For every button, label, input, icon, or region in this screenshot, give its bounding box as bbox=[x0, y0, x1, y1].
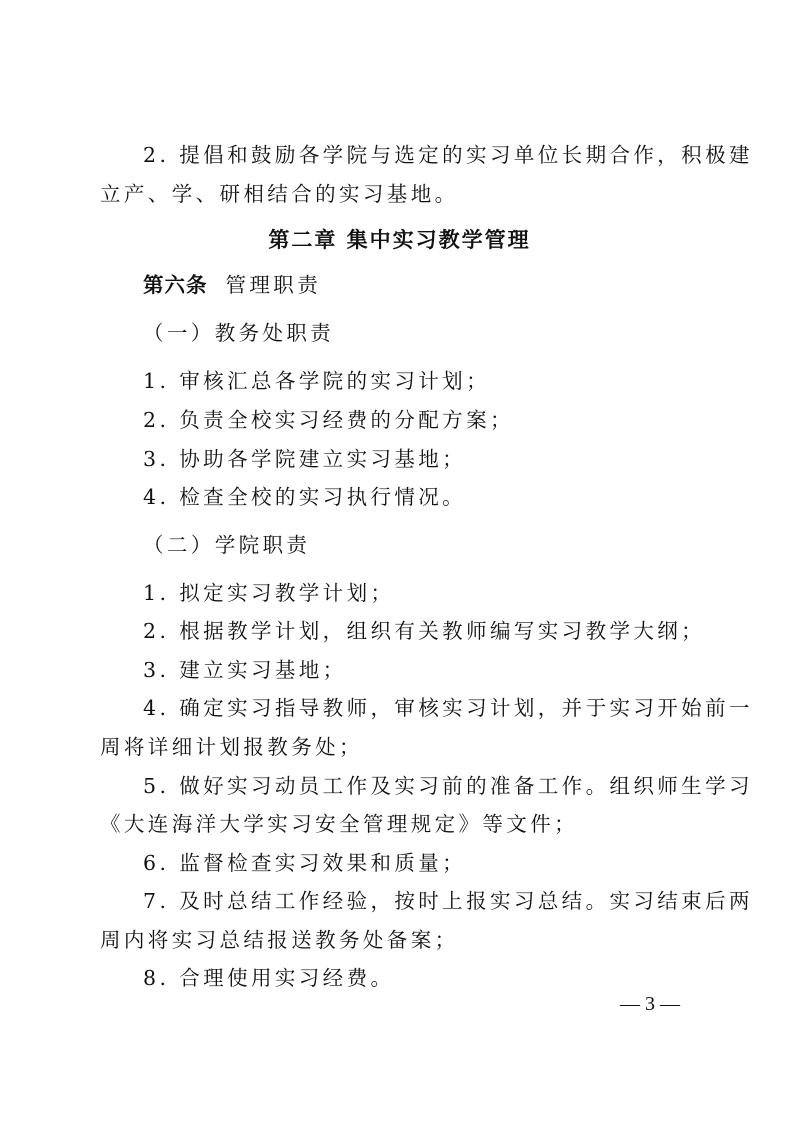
list-item-continuation: 《大连海洋大学实习安全管理规定》等文件； bbox=[100, 812, 578, 836]
list-item: 4. 检查全校的实习执行情况。 bbox=[143, 485, 467, 509]
section-heading: （一）教务处职责 bbox=[143, 321, 335, 345]
chapter-title: 第二章 集中实习教学管理 bbox=[268, 228, 531, 252]
article-title: 管理职责 bbox=[225, 273, 322, 297]
list-item: 1. 审核汇总各学院的实习计划； bbox=[143, 369, 490, 393]
list-item: 1. 拟定实习教学计划； bbox=[143, 581, 395, 605]
page-number: — 3 — bbox=[620, 993, 680, 1015]
section-heading: （二）学院职责 bbox=[143, 533, 311, 557]
paragraph-line: 立产、学、研相结合的实习基地。 bbox=[100, 182, 459, 206]
list-item: 5. 做好实习动员工作及实习前的准备工作。组织师生学习 bbox=[143, 774, 753, 798]
list-item: 2. 根据教学计划，组织有关教师编写实习教学大纲； bbox=[143, 619, 706, 643]
list-item: 2. 负责全校实习经费的分配方案； bbox=[143, 408, 514, 432]
list-item: 6. 监督检查实习效果和质量； bbox=[143, 851, 467, 875]
list-item: 7. 及时总结工作经验，按时上报实习总结。实习结束后两 bbox=[143, 889, 753, 913]
list-item: 3. 建立实习基地； bbox=[143, 658, 347, 682]
list-item: 8. 合理使用实习经费。 bbox=[143, 966, 395, 990]
paragraph-line: 2. 提倡和鼓励各学院与选定的实习单位长期合作，积极建 bbox=[143, 143, 753, 167]
article-heading bbox=[143, 271, 710, 299]
list-item: 4. 确定实习指导教师，审核实习计划，并于实习开始前一 bbox=[143, 696, 753, 720]
list-item-continuation: 周将详细计划报教务处； bbox=[100, 735, 363, 759]
article-label: 第六条 bbox=[143, 273, 208, 297]
list-item-continuation: 周内将实习总结报送教务处备案； bbox=[100, 928, 459, 952]
list-item: 3. 协助各学院建立实习基地； bbox=[143, 447, 467, 471]
